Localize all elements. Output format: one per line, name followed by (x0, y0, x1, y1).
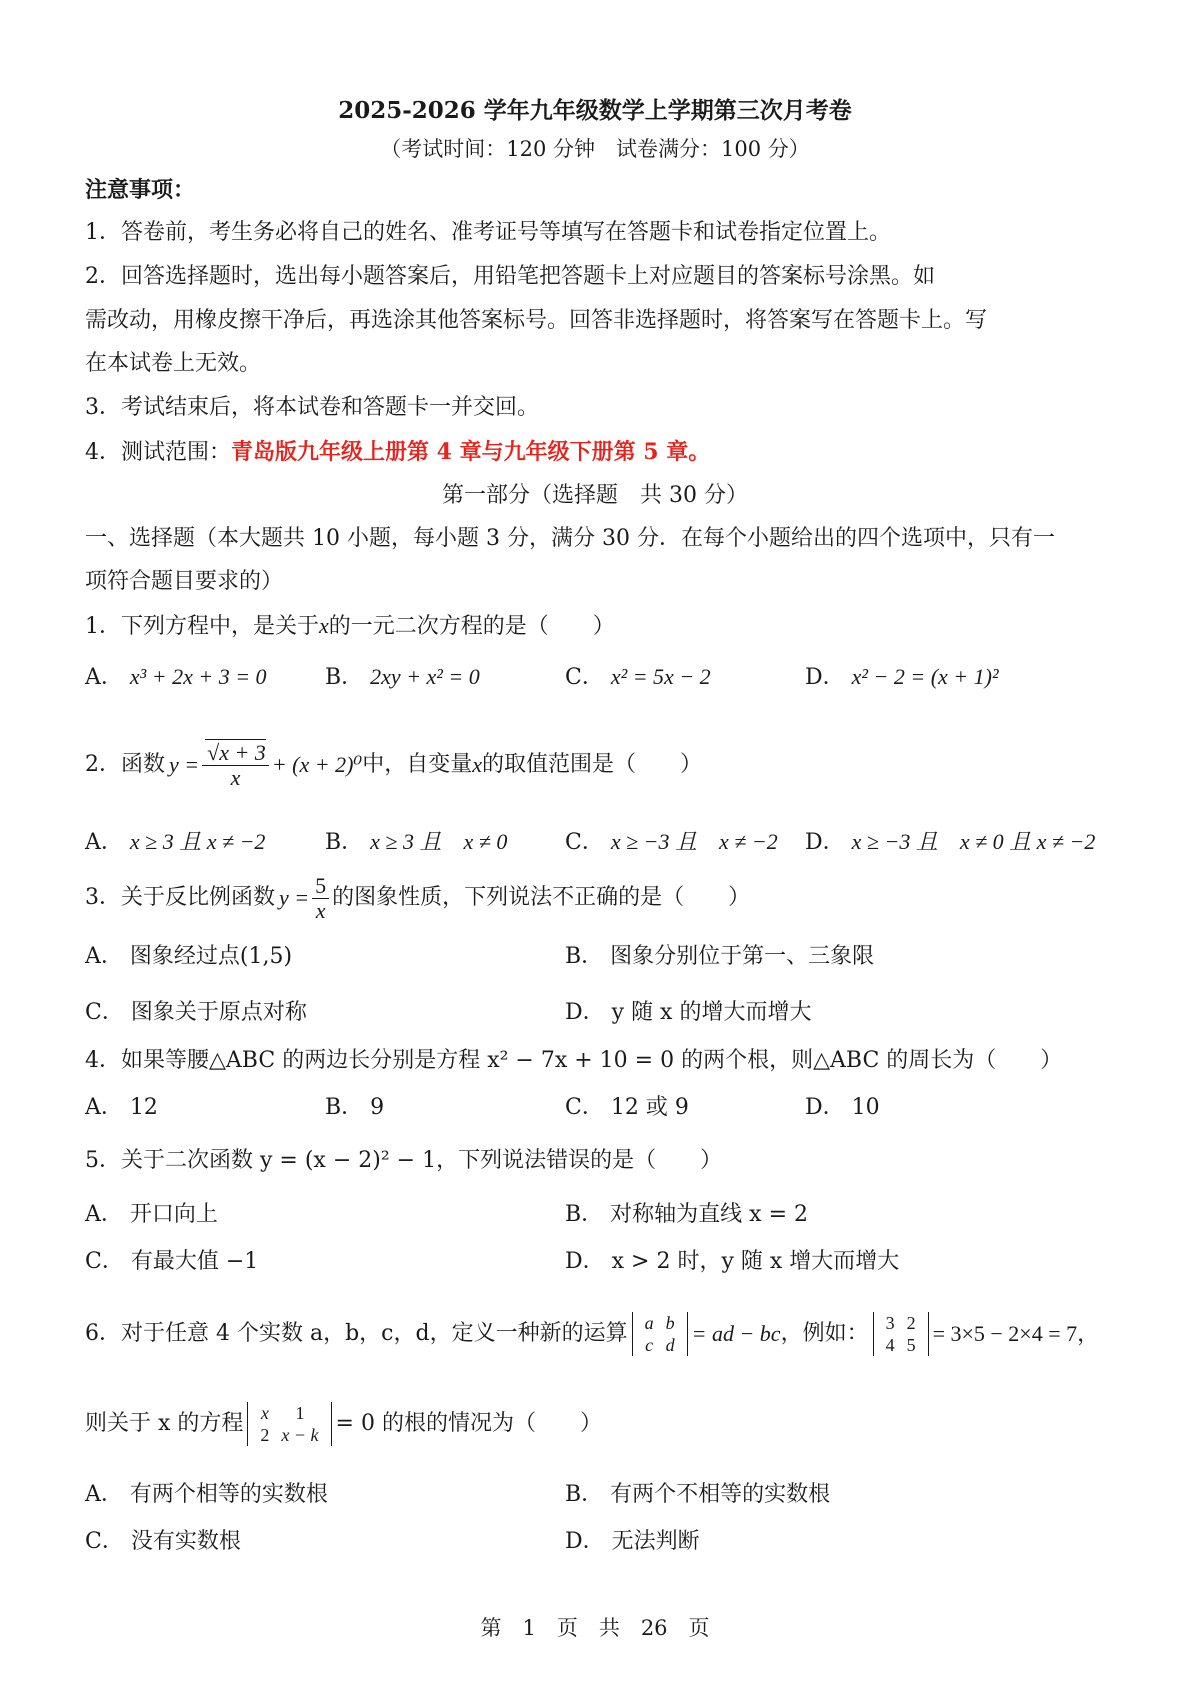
q3-option-d: D． y 随 x 的增大而增大 (565, 1000, 812, 1025)
question-4-stem: 4．如果等腰△ABC 的两边长分别是方程 x² − 7x + 10 = 0 的两个根，则△ABC 的周长为（ ） (85, 1048, 1063, 1073)
note-item-1: 1．答卷前，考生务必将自己的姓名、准考证号等填写在答题卡和试卷指定位置上。 (85, 220, 891, 245)
notes-heading: 注意事项： (85, 177, 196, 203)
q4-option-a: A． 12 (85, 1095, 158, 1120)
q6-determinant-example: 3 2 4 5 (873, 1312, 929, 1356)
note-item-2: 2．回答选择题时，选出每小题答案后，用铅笔把答题卡上对应题目的答案标号涂黑。如 (85, 264, 935, 289)
q4-option-c: C． 12 或 9 (565, 1095, 689, 1120)
q4-option-b: B． 9 (325, 1095, 385, 1120)
q2-option-c: C． x ≥ −3 且 x ≠ −2 (565, 829, 778, 855)
q3-option-b: B． 图象分别位于第一、三象限 (565, 944, 875, 969)
note-item-2-cont: 需改动，用橡皮擦干净后，再选涂其他答案标号。回答非选择题时，将答案写在答题卡上。写 (85, 308, 988, 333)
section-heading-line2: 项符合题目要求的） (85, 569, 284, 594)
scope-label: 4．测试范围： (85, 440, 231, 465)
q3-option-c: C． 图象关于原点对称 (85, 1000, 307, 1025)
question-1-stem: 1．下列方程中，是关于x的一元二次方程的是（ ） (85, 613, 615, 639)
q6-option-a: A． 有两个相等的实数根 (85, 1482, 328, 1507)
q1-option-b: B． 2xy + x² = 0 (325, 664, 480, 690)
question-6-stem: 6．对于任意 4 个实数 a，b，c，d，定义一种新的运算 a b c d = ad − bc ，例如： 3 2 4 5 = 3×5 − 2×4 = 7， (85, 1313, 1100, 1355)
q5-option-b: B． 对称轴为直线 x = 2 (565, 1202, 808, 1227)
q2-option-b: B． x ≥ 3 且 x ≠ 0 (325, 829, 508, 855)
question-5-stem: 5．关于二次函数 y = (x − 2)² − 1，下列说法错误的是（ ） (85, 1148, 723, 1173)
q5-option-a: A． 开口向上 (85, 1202, 218, 1227)
exam-title: 2025-2026 学年九年级数学上学期第三次月考卷 (338, 97, 852, 124)
q1-option-d: D． x² − 2 = (x + 1)² (805, 664, 999, 690)
q1-option-c: C． x² = 5x − 2 (565, 664, 711, 690)
q2-option-a: A． x ≥ 3 且 x ≠ −2 (85, 829, 266, 855)
q6-determinant-definition: a b c d (632, 1312, 688, 1356)
q5-option-d: D． x > 2 时，y 随 x 增大而增大 (565, 1249, 900, 1274)
q6-option-c: C． 没有实数根 (85, 1529, 241, 1554)
q3-option-a: A． 图象经过点(1,5) (85, 944, 293, 969)
scope-value: 青岛版九年级上册第 4 章与九年级下册第 5 章。 (231, 439, 711, 465)
q2-fraction: $\frac{√x + 3}{x}$ (202, 741, 269, 790)
question-3-stem: 3．关于反比例函数 y = $\frac{5}{x}$ 的图象性质，下列说法不正确的是（ ） (85, 872, 751, 923)
q4-option-d: D． 10 (805, 1095, 880, 1120)
section-heading-line1: 一、选择题（本大题共 10 小题，每小题 3 分，满分 30 分．在每个小题给出的四个选项中，只有一 (85, 526, 1055, 551)
q2-option-d: D． x ≥ −3 且 x ≠ 0 且 x ≠ −2 (805, 829, 1096, 855)
note-item-4 (85, 437, 710, 468)
q3-fraction: $\frac{5}{x}$ (312, 874, 329, 923)
q6-option-d: D． 无法判断 (565, 1529, 700, 1554)
q1-option-a: A． x³ + 2x + 3 = 0 (85, 664, 267, 690)
question-2-stem: 2．函数 y = $\frac{√x + 3}{x}$ + (x + 2)⁰ 中，自变量 x 的取值范围是（ ） (85, 739, 703, 790)
q6-option-b: B． 有两个不相等的实数根 (565, 1482, 831, 1507)
question-6-equation: 则关于 x 的方程 x 1 2 x − k = 0 的根的情况为（ ） (85, 1403, 602, 1445)
note-item-3: 3．考试结束后，将本试卷和答题卡一并交回。 (85, 395, 539, 420)
note-item-2-end: 在本试卷上无效。 (85, 351, 262, 376)
exam-subtitle: （考试时间：120 分钟 试卷满分：100 分） (380, 137, 810, 161)
part-heading: 第一部分（选择题 共 30 分） (442, 483, 748, 508)
q6-determinant-equation: x 1 2 x − k (247, 1402, 331, 1446)
q5-option-c: C． 有最大值 −1 (85, 1249, 259, 1274)
page-footer: 第 1 页 共 26 页 (480, 1616, 710, 1640)
